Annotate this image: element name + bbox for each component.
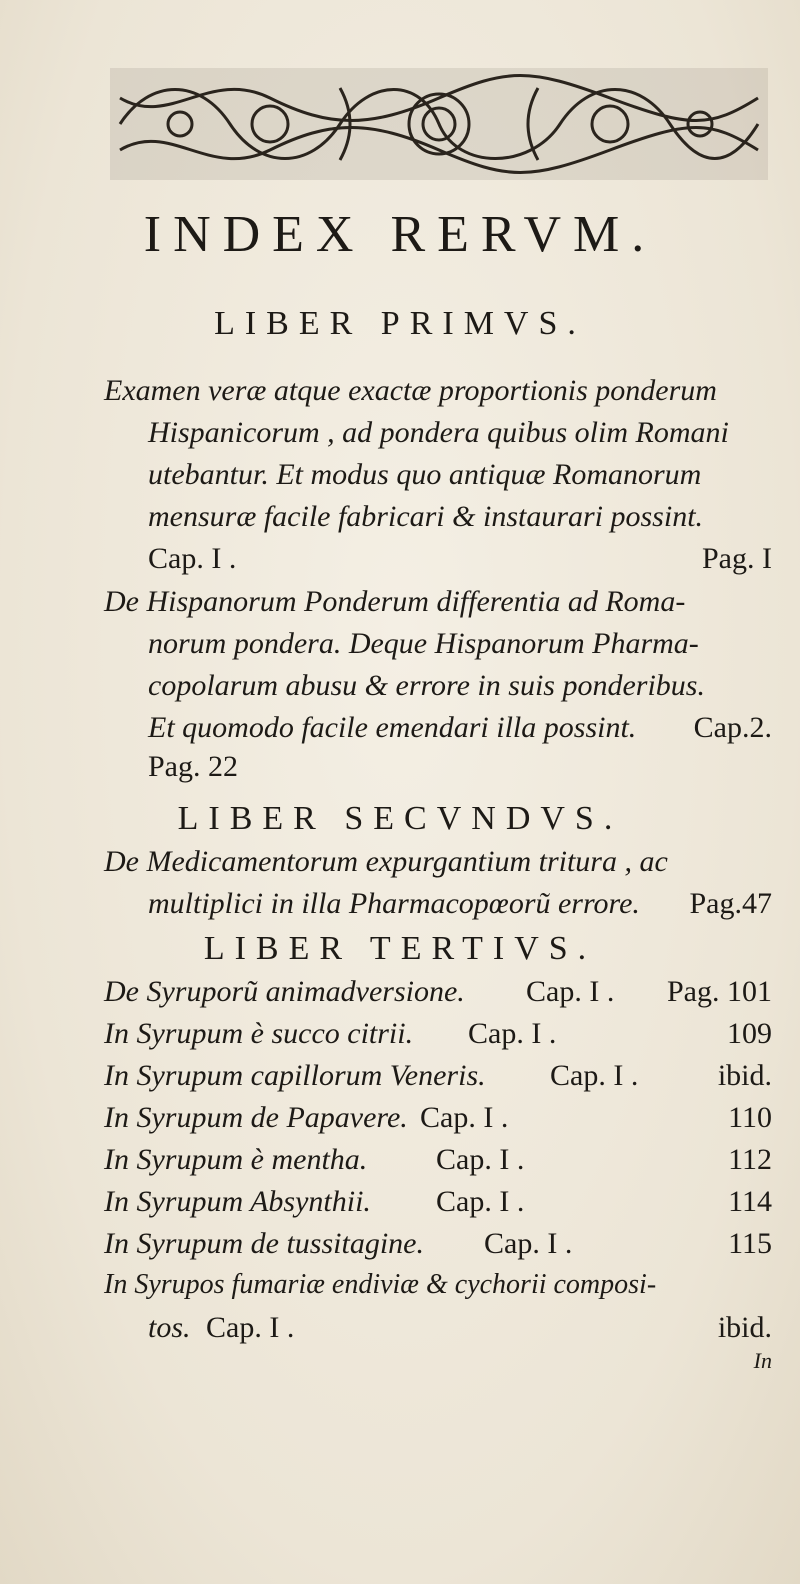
- chapter-ref: Cap. I .: [550, 1059, 639, 1092]
- chapter-ref: Cap. I .: [420, 1101, 509, 1134]
- book-heading-primus: LIBER PRIMVS.: [214, 305, 586, 342]
- entry-line: [0, 416, 800, 456]
- headpiece-ornament: [110, 68, 768, 180]
- entry-line: [0, 1059, 800, 1099]
- entry-line: [0, 975, 800, 1015]
- entry-line: [0, 374, 800, 414]
- page-ref: 110: [728, 1101, 772, 1134]
- entry-text: norum pondera. Deque Hispanorum Pharma-: [148, 627, 699, 660]
- entry-text: In Syrupum è succo citrii.: [104, 1017, 414, 1050]
- entry-line: [0, 1227, 800, 1267]
- page-title: INDEX RERVM.: [143, 206, 657, 263]
- page-ref: ibid.: [717, 1311, 772, 1344]
- entry-line: [0, 1101, 800, 1141]
- entry-text: utebantur. Et modus quo antiquæ Romanorum: [148, 458, 702, 491]
- page-ref: ibid.: [717, 1059, 772, 1092]
- entry-text: multiplici in illa Pharmacopœorũ errore.: [148, 887, 640, 920]
- page-ref: Pag. 22: [148, 750, 238, 783]
- entry-line: [0, 1185, 800, 1225]
- chapter-ref: Cap.2.: [693, 711, 772, 744]
- entry-text: tos.: [148, 1311, 191, 1344]
- entry-line: [0, 845, 800, 885]
- entry-text: In Syrupum de tussitagine.: [104, 1227, 424, 1260]
- entry-text: Examen veræ atque exactæ proportionis ponderum: [104, 374, 717, 407]
- entry-text: In Syrupum è mentha.: [104, 1143, 368, 1176]
- entry-text: mensuræ facile fabricari & instaurari possint.: [148, 500, 704, 533]
- page-ref: 114: [728, 1185, 772, 1218]
- entry-text: In Syrupum de Papavere.: [104, 1101, 408, 1134]
- entry-line: [0, 711, 800, 751]
- book-heading-tertius: LIBER TERTIVS.: [203, 930, 597, 967]
- chapter-ref: Cap. I .: [436, 1143, 525, 1176]
- entry-line: [0, 627, 800, 667]
- chapter-ref: Cap. I .: [484, 1227, 573, 1260]
- entry-line: [0, 542, 800, 582]
- entry-line: [0, 750, 800, 790]
- page-ref: 115: [728, 1227, 772, 1260]
- chapter-ref: Cap. I .: [436, 1185, 525, 1218]
- entry-line: [0, 1143, 800, 1183]
- entry-text: De Syruporũ animadversione.: [104, 975, 465, 1008]
- entry-text: copolarum abusu & errore in suis ponderibus.: [148, 669, 705, 702]
- entry-line: [0, 500, 800, 540]
- entry-line: [0, 458, 800, 498]
- entry-line: [0, 1269, 800, 1309]
- entry-line: [0, 585, 800, 625]
- page-ref: Pag.47: [689, 887, 772, 920]
- page-ref: Pag. 101: [667, 975, 772, 1008]
- book-heading-secundus: LIBER SECVNDVS.: [177, 800, 623, 837]
- chapter-ref: Cap. I .: [468, 1017, 557, 1050]
- entry-text: De Medicamentorum expurgantium tritura , ac: [104, 845, 668, 878]
- page-ref: 109: [727, 1017, 772, 1050]
- entry-line: [0, 1017, 800, 1057]
- chapter-ref: Cap. I .: [526, 975, 615, 1008]
- entry-text: De Hispanorum Ponderum differentia ad Roma-: [104, 585, 686, 618]
- entry-text: Hispanicorum , ad pondera quibus olim Romani: [148, 416, 729, 449]
- catchword-line: [0, 1348, 800, 1388]
- entry-text: In Syrupum capillorum Veneris.: [104, 1059, 486, 1092]
- entry-line: [0, 1311, 800, 1351]
- entry-text: In Syrupos fumariæ endiviæ & cychorii composi-: [104, 1269, 657, 1300]
- entry-line: [0, 669, 800, 709]
- catchword: In: [753, 1348, 772, 1373]
- chapter-ref: Cap. I .: [206, 1311, 295, 1344]
- chapter-ref: Cap. I .: [148, 542, 237, 575]
- entry-text: Et quomodo facile emendari illa possint.: [148, 711, 637, 744]
- entry-line: [0, 887, 800, 927]
- page-ref: 112: [728, 1143, 772, 1176]
- page-ref: Pag. I: [702, 542, 772, 575]
- entry-text: In Syrupum Absynthii.: [104, 1185, 371, 1218]
